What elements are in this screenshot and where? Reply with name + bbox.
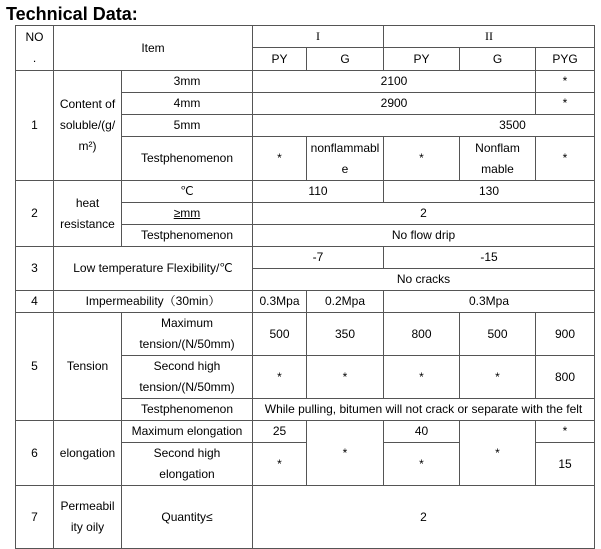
sub-item: ℃ [122, 181, 253, 203]
header-g-2: G [460, 48, 536, 71]
row-number: 7 [16, 486, 54, 549]
value-cell: 2900 [253, 93, 536, 115]
value-cell: * [460, 421, 536, 486]
value-cell: * [460, 356, 536, 399]
value-cell: 15 [536, 443, 595, 486]
header-group-ii: II [384, 26, 595, 48]
sub-item: 5mm [122, 115, 253, 137]
table-row [16, 486, 595, 549]
value-cell: While pulling, bitumen will not crack or separate with the felt [253, 399, 595, 421]
row-item: Content of soluble/(g/ m²) [54, 71, 122, 181]
value-cell: 0.3Mpa [384, 291, 595, 313]
table-row [16, 421, 595, 443]
value-cell: 3500 [253, 115, 595, 137]
value-cell: * [307, 421, 384, 486]
header-py-1: PY [253, 48, 307, 71]
value-cell: * [253, 137, 307, 181]
value-cell: 0.3Mpa [253, 291, 307, 313]
sub-item: Maximum tension/(N/50mm) [122, 313, 253, 356]
header-g-1: G [307, 48, 384, 71]
row-item: heat resistance [54, 181, 122, 247]
sub-item: Second high tension/(N/50mm) [122, 356, 253, 399]
value-cell: * [536, 137, 595, 181]
row-item: Tension [54, 313, 122, 421]
table-row [16, 291, 595, 313]
row-item: elongation [54, 421, 122, 486]
value-cell: -15 [384, 247, 595, 269]
value-cell: 130 [384, 181, 595, 203]
row-number: 6 [16, 421, 54, 486]
sub-item: Second high elongation [122, 443, 253, 486]
sub-item: Quantity≤ [122, 486, 253, 549]
value-cell: * [536, 93, 595, 115]
page-title: Technical Data: [6, 4, 138, 24]
table-row [16, 247, 595, 269]
table-row [16, 71, 595, 93]
value-cell: 350 [307, 313, 384, 356]
value-cell: * [384, 356, 460, 399]
value-cell: 25 [253, 421, 307, 443]
row-item: Impermeability（30min） [54, 291, 253, 313]
header-py-2: PY [384, 48, 460, 71]
row-number: 1 [16, 71, 54, 181]
value-cell: 800 [384, 313, 460, 356]
row-item: Permeabil ity oily [54, 486, 122, 549]
sub-item: 4mm [122, 93, 253, 115]
value-cell: No cracks [253, 269, 595, 291]
header-group-i: I [253, 26, 384, 48]
value-cell: nonflammabl e [307, 137, 384, 181]
value-cell: * [253, 356, 307, 399]
value-cell: * [536, 421, 595, 443]
value-cell: 500 [253, 313, 307, 356]
value-cell: * [536, 71, 595, 93]
sub-item: 3mm [122, 71, 253, 93]
sub-item: Testphenomenon [122, 399, 253, 421]
table-row [16, 313, 595, 356]
value-cell: -7 [253, 247, 384, 269]
value-cell: * [384, 443, 460, 486]
value-cell: No flow drip [253, 225, 595, 247]
row-number: 4 [16, 291, 54, 313]
sub-item: Testphenomenon [122, 137, 253, 181]
header-pyg: PYG [536, 48, 595, 71]
row-number: 5 [16, 313, 54, 421]
table-row [16, 181, 595, 203]
value-cell: 0.2Mpa [307, 291, 384, 313]
value-cell: 2 [253, 203, 595, 225]
header-item: Item [54, 26, 253, 71]
sub-item: Maximum elongation [122, 421, 253, 443]
value-cell: 40 [384, 421, 460, 443]
value-cell: * [307, 356, 384, 399]
row-number: 2 [16, 181, 54, 247]
technical-data-table [15, 25, 595, 549]
value-cell: 800 [536, 356, 595, 399]
row-number: 3 [16, 247, 54, 291]
value-cell: * [384, 137, 460, 181]
value-cell: 2100 [253, 71, 536, 93]
value-cell: 900 [536, 313, 595, 356]
value-cell: 2 [253, 486, 595, 549]
row-item: Low temperature Flexibility/℃ [54, 247, 253, 291]
value-cell: * [253, 443, 307, 486]
sub-item: ≥mm [122, 203, 253, 225]
sub-item: Testphenomenon [122, 225, 253, 247]
value-cell: 500 [460, 313, 536, 356]
value-cell: 110 [253, 181, 384, 203]
value-cell: Nonflam mable [460, 137, 536, 181]
header-row [16, 26, 595, 48]
header-no: NO . [16, 26, 54, 71]
